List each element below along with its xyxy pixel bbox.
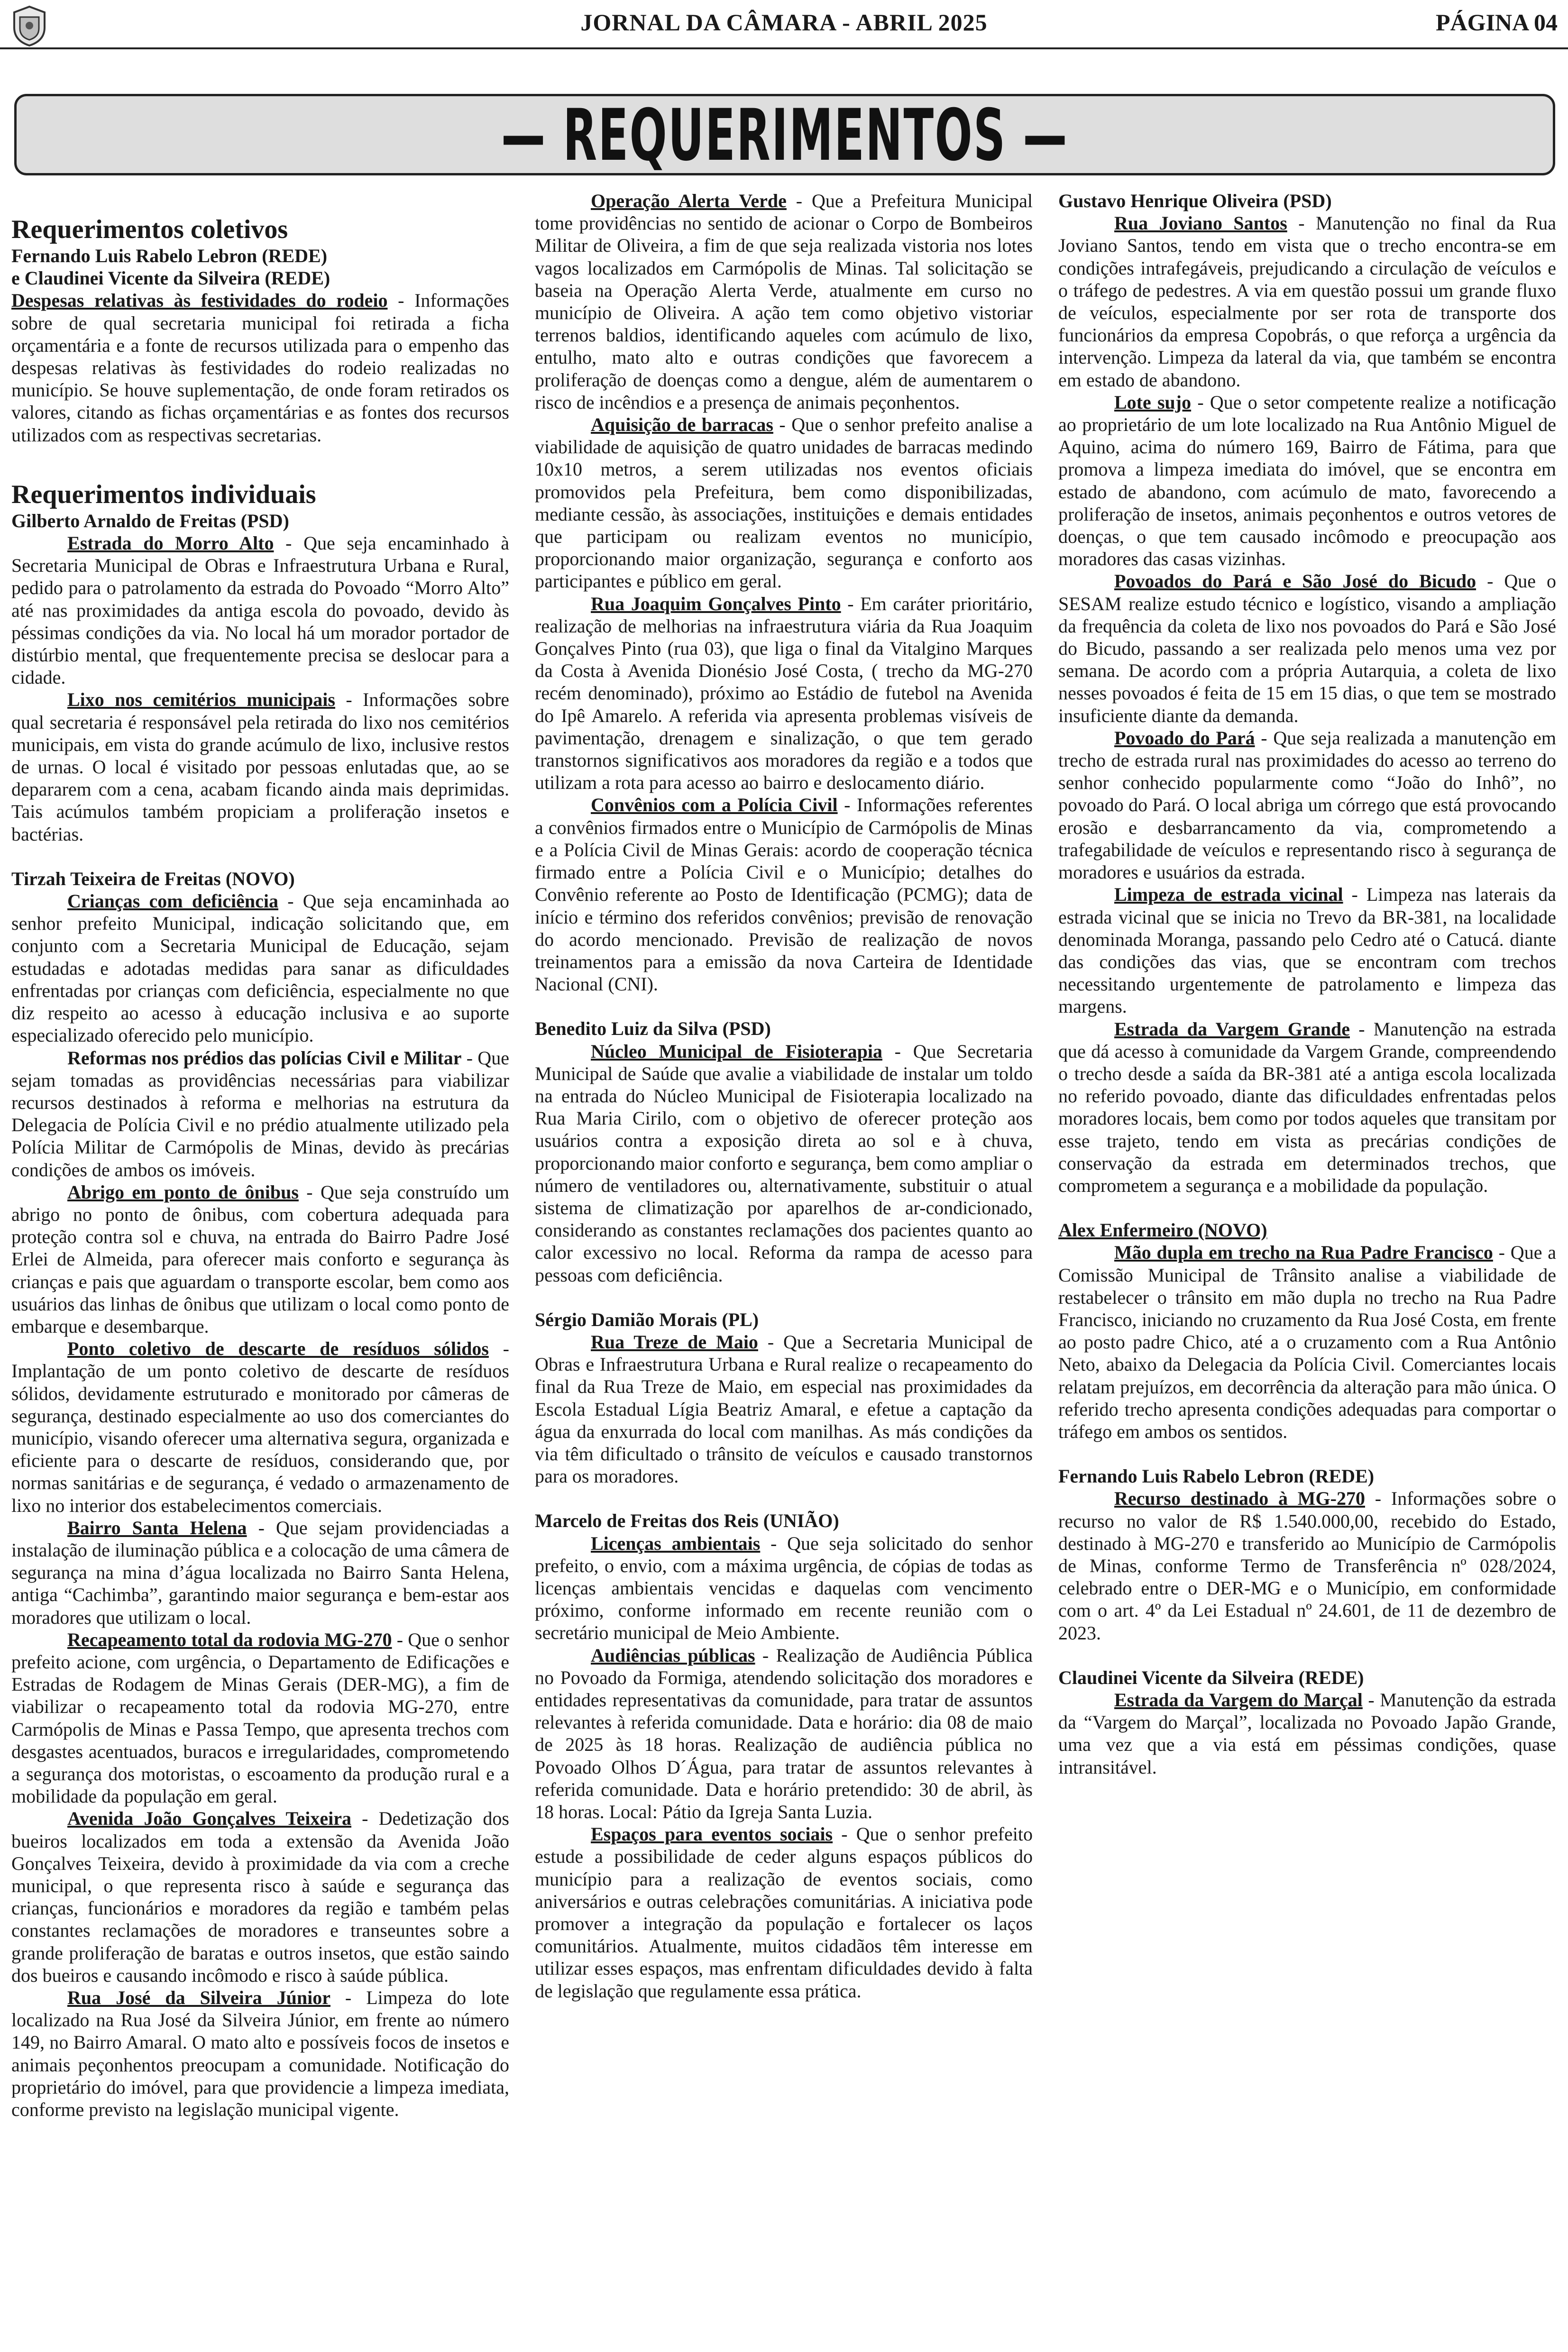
request-item — [1058, 391, 1556, 570]
request-text: - Que a Secretaria Municipal de Obras e Infraestrutura Urbana e Rural realize o recapeamento do final da Rua Treze de Maio, em especial nas proximidades da Escola Estadual Lígia Beatriz Amaral, e efetue a captação da água da enxurrada do local com manilhas. As más condições da via têm dificultado o trânsito de veículos e causado transtornos para os moradores. — [535, 1331, 1033, 1487]
request-text: - Que a Prefeitura Municipal tome providências no sentido de acionar o Corpo de Bombeiros Militar de Oliveira, a fim de que seja realizada vistoria nos lotes vagos localizados em Carmópolis de Minas. Tal solicitação se baseia na Operação Alerta Verde, atualmente em curso no município de Oliveira. A ação tem como objetivo vistoriar terrenos baldios, identificando aqueles com acúmulo de lixo, entulho, mato alto e outras condições que favorecem a proliferação de doenças como a dengue, além de aumentarem o risco de incêndios e a presença de animais peçonhentos. — [535, 190, 1033, 413]
request-text: - Informações referentes a convênios firmados entre o Município de Carmópolis de Minas e a Polícia Civil de Minas Gerais: acordo de cooperação técnica firmado entre a Polícia Civil e o Município; detalhes do Convênio referente ao Posto de Identificação (PCMG); data de início e término dos referidos convênios; previsão de renovação do acordo mencionado. Previsão de realização de novos treinamentos para a emissão da nova Carteira de Identidade Nacional (CNI). — [535, 794, 1033, 995]
request-text: - Que seja construído um abrigo no ponto de ônibus, com cobertura adequada para proteção contra sol e chuva, na entrada do Bairro Padre José Erlei de Almeida, para oferecer mais conforto e segurança às crianças e pais que aguardam o transporte escolar, bem como aos usuários das linhas de ônibus que utilizam o local como ponto de embarque e desembarque. — [11, 1181, 509, 1337]
request-title: Estrada do Morro Alto — [67, 532, 274, 554]
author-name: Tirzah Teixeira de Freitas (NOVO) — [11, 868, 295, 889]
request-item — [11, 532, 509, 688]
request-title: Espaços para eventos sociais — [591, 1823, 833, 1845]
request-item — [1058, 570, 1556, 726]
column-1 — [11, 214, 509, 2121]
author-name: Claudinei Vicente da Silveira (REDE) — [1058, 1666, 1364, 1688]
request-item — [535, 794, 1033, 995]
request-text: - Que o SESAM realize estudo técnico e logístico, visando a ampliação da frequência da coleta de lixo nos povoados do Pará e São José do Bicudo, passando a ser realizada pelo menos uma vez por semana. De acordo com a própria Autarquia, a coleta de lixo nesses povoados é feita de 15 em 15 dias, o que tem se mostrado insuficiente diante da demanda. — [1058, 570, 1556, 726]
request-text: - Realização de Audiência Pública no Povoado da Formiga, atendendo solicitação dos moradores e entidades representativas da comunidade, para tratar de assuntos relevantes à referida comunidade. Data e horário: dia 08 de maio de 2025 às 18 horas. Realização de audiência pública no Povoado Olhos D´Água, para tratar de assuntos relevantes à referida comunidade. Data e horário pretendido: 30 de abril, às 18 horas. Local: Pátio da Igreja Santa Luzia. — [535, 1644, 1033, 1823]
request-text: - Limpeza nas laterais da estrada vicinal que se inicia no Trevo da BR-381, na localidade denominada Moranga, passando pelo Cedro até o Catucá. diante das condições das vias, que se encontram com trechos necessitando urgentemente de patrolamento e limpeza das margens. — [1058, 884, 1556, 1017]
request-text: - Limpeza do lote localizado na Rua José da Silveira Júnior, em frente ao número 149, no Bairro Amaral. O mato alto e possíveis focos de insetos e animais peçonhentos preocupam a comunidade. Notificação do proprietário do imóvel, para que providencie a limpeza imediata, conforme previsto na legislação municipal vigente. — [11, 1987, 509, 2121]
author-name: Marcelo de Freitas dos Reis (UNIÃO) — [535, 1510, 839, 1532]
request-item — [11, 1629, 509, 1808]
request-item — [1058, 212, 1556, 391]
request-title: Rua Joviano Santos — [1114, 212, 1287, 234]
request-item — [1058, 1689, 1556, 1778]
request-title: Lixo nos cemitérios municipais — [67, 689, 335, 711]
request-item — [11, 1337, 509, 1517]
section-title: — REQUERIMENTOS — — [501, 94, 1068, 177]
request-title: Reformas nos prédios das polícias Civil e Militar — [67, 1047, 462, 1069]
request-title: Bairro Santa Helena — [67, 1517, 247, 1538]
request-item — [535, 1532, 1033, 1644]
request-text: - Informações sobre o recurso no valor de R$ 1.540.000,00, recebido do Estado, destinado à MG-270 e transferido ao Município de Carmópolis de Minas, conforme Termo de Transferência nº 028/2024, celebrado entre o DER-MG e o Município, em conformidade com o art. 4º da Lei Estadual nº 24.601, de 11 de dezembro de 2023. — [1058, 1488, 1556, 1644]
request-text: - Que sejam providenciadas a instalação de iluminação pública e a colocação de uma câmera de segurança na mina d’água localizada no Bairro Santa Helena, antiga “Cachimba”, garantindo maior segurança e bem-estar aos moradores que utilizam o local. — [11, 1517, 509, 1628]
request-title: Recurso destinado à MG-270 — [1114, 1488, 1365, 1510]
request-item — [535, 1040, 1033, 1286]
request-item — [535, 1823, 1033, 2002]
request-title: Convênios com a Polícia Civil — [591, 794, 838, 816]
newspaper-title: JORNAL DA CÂMARA - ABRIL 2025 — [580, 9, 988, 36]
column-3 — [1058, 190, 1556, 1778]
request-text: - Que seja encaminhada ao senhor prefeito Municipal, indicação solicitando que, em conjunto com a Secretaria Municipal de Educação, sejam estudadas e adotadas medidas para sanar as dificuldades enfrentadas por crianças com deficiência, especialmente no que diz respeito ao acesso à educação inclusiva e ao suporte especializado oferecido pelo município. — [11, 890, 509, 1046]
request-title: Limpeza de estrada vicinal — [1114, 884, 1343, 906]
request-item — [11, 1047, 509, 1181]
request-item — [11, 1986, 509, 2121]
request-text: - Dedetização dos bueiros localizados em toda a extensão da Avenida João Gonçalves Teixeira, devido à proximidade da via com a creche municipal, o que representa risco à saúde e segurança das crianças, funcionários e moradores da região e também pelas constantes reclamações de moradores e transeuntes sobre a grande proliferação de baratas e outros insetos, que estão saindo dos bueiros e causando incômodo e risco à saúde pública. — [11, 1808, 509, 1986]
request-item — [11, 688, 509, 845]
section-banner — [14, 94, 1555, 175]
request-item — [11, 1517, 509, 1629]
request-title: Aquisição de barracas — [591, 414, 773, 436]
request-text: - Que o setor competente realize a notificação ao proprietário de um lote localizado na Rua Antônio Miguel de Aquino, acima do número 169, Bairro de Fátima, para que promova a limpeza imediata do imóvel, que se encontra em estado de abandono, com acúmulo de mato, favorecendo a proliferação de insetos, animais peçonhentos e outros vetores de doenças, o que tem causado incômodo e preocupação aos moradores das casas vizinhas. — [1058, 391, 1557, 570]
request-title: Abrigo em ponto de ônibus — [67, 1181, 299, 1203]
author-name: Gustavo Henrique Oliveira (PSD) — [1058, 190, 1332, 211]
author-name: Fernando Luis Rabelo Lebron (REDE) — [11, 245, 328, 266]
request-item — [11, 890, 509, 1046]
request-text: - Informações sobre qual secretaria é responsável pela retirada do lixo nos cemitérios municipais, em vista do grande acúmulo de lixo, inclusive restos de urnas. O local é visitado por pessoas enlutadas que, ao se depararem com a cena, acabam ficando ainda mais deprimidas. Tais acúmulos também propiciam a proliferação insetos e bactérias. — [11, 689, 509, 845]
request-item — [1058, 883, 1556, 1017]
request-text: - Em caráter prioritário, realização de melhorias na infraestrutura viária da Rua Joaquim Gonçalves Pinto (rua 03), que liga o final da Vitalgino Marques da Costa à Avenida Dionésio José Costa, ( trecho da MG-270 recém denominado), próximo ao Estádio de futebol na Avenida do Ipê Amarelo. A referida via apresenta problemas visíveis de pavimentação, drenagem e sinalização, o que tem gerado transtornos significativos aos moradores da região e a todos que utilizam a rota para acesso ao bairro e deslocamento diário. — [535, 593, 1033, 794]
request-item — [11, 289, 509, 446]
request-text: - Que seja encaminhado à Secretaria Municipal de Obras e Infraestrutura Urbana e Rural, pedido para o patrolamento da estrada do Povoado “Morro Alto” até nas proximidades da antiga escola do povoado, devido às péssimas condições da via. No local há um morador portador de distúrbio mental, que frequentemente precisa se deslocar para a cidade. — [11, 532, 509, 688]
page-number: PÁGINA 04 — [1436, 9, 1558, 36]
header-divider — [0, 47, 1568, 49]
request-item — [1058, 1487, 1556, 1644]
heading-coletivos: Requerimentos coletivos — [11, 215, 288, 244]
request-title: Operação Alerta Verde — [591, 190, 787, 211]
request-text: - Que o senhor prefeito estude a possibilidade de ceder alguns espaços públicos do município para a realização de eventos sociais, como aniversários e outras celebrações comunitárias. A iniciativa pode promover a integração da população e fortalecer os laços comunitários. Atualmente, muitos cidadãos têm interesse em utilizar esses espaços, mas enfrentam dificuldades devido à falta de legislação que regulamente essa prática. — [535, 1823, 1033, 2002]
request-title: Povoados do Pará e São José do Bicudo — [1114, 570, 1476, 592]
column-2 — [535, 190, 1033, 2002]
request-text: - Manutenção da estrada da “Vargem do Marçal”, localizada no Povoado Japão Grande, uma vez que a via está em péssimas condições, quase intransitável. — [1058, 1689, 1556, 1778]
request-title: Despesas relativas às festividades do rodeio — [11, 290, 388, 311]
request-title: Audiências públicas — [591, 1644, 755, 1666]
heading-individuais: Requerimentos individuais — [11, 479, 316, 509]
request-text: - Que seja realizada a manutenção em trecho de estrada rural nas proximidades do acesso ao terreno do senhor conhecido popularmente como “João do Inhô”, no povoado do Pará. O local abriga um córrego que está provocando erosão e desbarrancamento da via, comprometendo a trafegabilidade de veículos e representando risco à segurança de moradores e usuários da estrada. — [1058, 727, 1556, 883]
request-title: Ponto coletivo de descarte de resíduos sólidos — [67, 1338, 489, 1360]
request-title: Rua José da Silveira Júnior — [67, 1987, 330, 2009]
request-title: Povoado do Pará — [1114, 727, 1255, 749]
author-name: Benedito Luiz da Silva (PSD) — [535, 1018, 771, 1040]
request-item — [535, 593, 1033, 794]
author-name: e Claudinei Vicente da Silveira (REDE) — [11, 267, 330, 289]
request-item — [535, 413, 1033, 593]
request-text: - Informações sobre de qual secretaria municipal foi retirada a ficha orçamentária e a fonte de recursos utilizada para o empenho das despesas relativas às festividades do rodeio realizadas no município. Se houve suplementação, de onde foram retirados os valores, citando as fichas orçamentárias e as fontes dos recursos utilizados com as respectivas secretarias. — [11, 290, 509, 446]
request-title: Crianças com deficiência — [67, 890, 278, 912]
request-text: - Implantação de um ponto coletivo de descarte de resíduos sólidos, devidamente estruturado e monitorado por câmeras de segurança, destinado especialmente ao uso dos comerciantes do município, visando oferecer uma alternativa segura, organizada e eficiente para o descarte de resíduos, considerando que, por normas sanitárias e de segurança, é vedado o armazenamento de lixo no interior dos estabelecimentos comerciais. — [11, 1338, 509, 1516]
request-text: - Manutenção na estrada que dá acesso à comunidade da Vargem Grande, compreendendo o trecho desde a saída da BR-381 até a antiga escola localizada no referido povoado, diante das dificuldades enfrentadas pelos moradores locais, bem como por todos aqueles que transitam por esse trajeto, tendo em vista as precárias condições de conservação da estrada em determinados trechos, que comprometem a segurança e a mobilidade da população. — [1058, 1018, 1556, 1196]
request-title: Avenida João Gonçalves Teixeira — [67, 1808, 352, 1830]
page-header — [0, 0, 1568, 52]
request-text: - Manutenção no final da Rua Joviano Santos, tendo em vista que o trecho encontra-se em condições intrafegáveis, prejudicando a circulação de veículos e o tráfego de pedestres. A via em questão possui um grande fluxo de veículos, especialmente por ser rota de transporte dos funcionários da empresa Copobrás, o que reforça a urgência da intervenção. Limpeza da lateral da via, que também se encontra em estado de abandono. — [1058, 212, 1556, 391]
request-title: Licenças ambientais — [591, 1532, 761, 1554]
request-item — [535, 1644, 1033, 1823]
request-item — [11, 1181, 509, 1337]
request-item — [1058, 1018, 1556, 1197]
request-title: Estrada da Vargem Grande — [1114, 1018, 1350, 1040]
request-item — [11, 1807, 509, 1986]
author-name: Gilberto Arnaldo de Freitas (PSD) — [11, 510, 289, 531]
request-text: - Que a Comissão Municipal de Trânsito analise a viabilidade de restabelecer o trânsito em mão dupla no trecho na Rua Padre Francisco, iniciando no cruzamento da Rua José Costa, em frente ao posto padre Chico, até a o cruzamento com a Rua Antônio Neto, abaixo da Delegacia da Polícia Civil. Comerciantes locais relatam prejuízos, em decorrência da alteração para mão única. O referido trecho apresenta condições adequadas para comportar o tráfego em ambos os sentidos. — [1058, 1242, 1556, 1442]
request-text: - Que o senhor prefeito analise a viabilidade de aquisição de quatro unidades de barracas medindo 10x10 metros, a serem utilizadas nos eventos oficiais promovidos pela Prefeitura, bem como disponibilizadas, mediante cessão, às associações, instituições e demais entidades que participam ou realizam eventos no município, proporcionando maior organização, segurança e conforto aos participantes e público em geral. — [535, 414, 1033, 592]
request-title: Rua Joaquim Gonçalves Pinto — [591, 593, 841, 614]
request-text: - Que sejam tomadas as providências necessárias para viabilizar recursos destinados à reforma e melhorias na estrutura da Delegacia de Polícia Civil e no prédio atualmente utilizado pela Polícia Militar de Carmópolis de Minas, devido às precárias condições de ambos os imóveis. — [11, 1047, 509, 1181]
request-item — [535, 190, 1033, 413]
request-title: Rua Treze de Maio — [591, 1331, 758, 1353]
request-item — [1058, 1241, 1556, 1443]
request-item — [535, 1331, 1033, 1487]
author-name: Fernando Luis Rabelo Lebron (REDE) — [1058, 1465, 1375, 1487]
request-title: Mão dupla em trecho na Rua Padre Francisco — [1114, 1242, 1493, 1263]
request-title: Estrada da Vargem do Marçal — [1114, 1689, 1363, 1711]
request-item — [1058, 727, 1556, 883]
request-title: Lote sujo — [1114, 391, 1192, 413]
request-title: Núcleo Municipal de Fisioterapia — [591, 1040, 882, 1062]
request-text: - Que seja solicitado do senhor prefeito, o envio, com a máxima urgência, de cópias de todas as licenças ambientais vencidas e daquelas com vencimento próximo, conforme informado em recente reunião com o secretário municipal de Meio Ambiente. — [535, 1532, 1033, 1644]
request-text: - Que o senhor prefeito acione, com urgência, o Departamento de Edificações e Estradas de Rodagem de Minas Gerais (DER-MG), a fim de viabilizar o recapeamento total da rodovia MG-270, entre Carmópolis de Minas e Passa Tempo, que apresenta trechos com desgastes acentuados, buracos e irregularidades, comprometendo a segurança dos motoristas, o escoamento da produção rural e a mobilidade da população em geral. — [11, 1629, 509, 1807]
author-name: Sérgio Damião Morais (PL) — [535, 1309, 759, 1330]
request-title: Recapeamento total da rodovia MG-270 — [67, 1629, 392, 1650]
request-text: - Que Secretaria Municipal de Saúde que avalie a viabilidade de instalar um toldo na entrada do Núcleo Municipal de Fisioterapia localizado na Rua Maria Cirilo, com o objetivo de oferecer proteção aos usuários contra a exposição direta ao sol e à chuva, proporcionando maior conforto e segurança, bem como ampliar o número de ventiladores ou, alternativamente, substituir o atual sistema de climatização por aparelhos de ar-condicionado, considerando as constantes reclamações dos pacientes quanto ao calor excessivo no local. Reforma da rampa de acesso para pessoas com deficiência. — [535, 1040, 1033, 1286]
author-name: Alex Enfermeiro (NOVO) — [1058, 1219, 1267, 1241]
